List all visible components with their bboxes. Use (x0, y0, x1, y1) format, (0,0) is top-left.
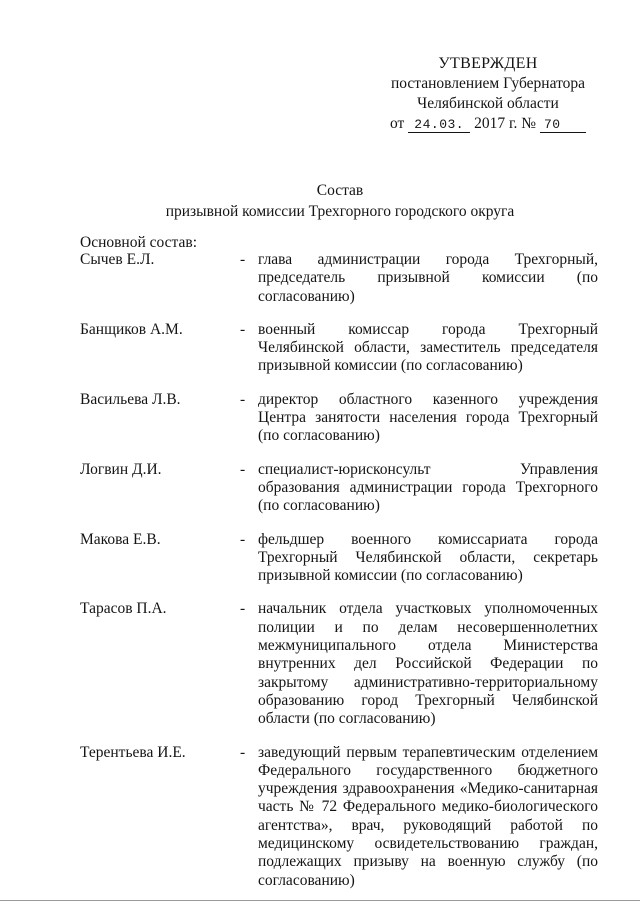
member-name: Логвин Д.И. (80, 460, 162, 478)
section-label: Основной состав: (80, 234, 198, 251)
approval-date-value: 24.03. (408, 117, 470, 133)
member-name: Терентьева И.Е. (80, 743, 186, 761)
member-description: начальник отдела участковых уполномоченных полиции и по делам несовершеннолетних межмуниципального отдела Министерства внутренних дел Российской Федерации по закрытому административно-территориальному образованию город Трехгорный Челябинской области (по согласованию) (258, 600, 598, 728)
member-name: Сычев Е.Л. (80, 251, 155, 268)
scan-edge-line (0, 900, 640, 901)
approval-date-prefix: от (390, 115, 405, 132)
member-description: заведующий первым терапевтическим отделением Федерального государственного бюджетного учреждения здравоохранения «Медико-санитарная часть № 72 Федерального медико-биологического агентства», врач, руководящий работой по медицинскому освидетельствованию граждан, подлежащих призыву на военную службу (по согласованию) (258, 743, 598, 889)
list-item (80, 531, 600, 586)
member-description: фельдшер военного комиссариата города Трехгорный Челябинской области, секретарь призывной комиссии (по согласованию) (258, 530, 598, 585)
document-title-line-2: призывной комиссии Трехгорного городского округа (165, 203, 515, 220)
approval-title: УТВЕРЖДЕН (438, 55, 538, 72)
member-name: Васильева Л.В. (80, 390, 181, 408)
member-dash: - (240, 251, 246, 268)
member-dash: - (240, 460, 246, 478)
member-dash: - (240, 600, 246, 618)
member-dash: - (240, 320, 246, 338)
member-dash: - (240, 530, 246, 548)
member-name: Макова Е.В. (80, 530, 161, 548)
document-title (80, 180, 600, 222)
member-dash: - (240, 743, 246, 761)
list-item (80, 251, 600, 306)
member-description: военный комиссар города Трехгорный Челябинской области, заместитель председателя призывной комиссии (по согласованию) (258, 320, 598, 375)
list-item (80, 600, 600, 728)
list-item (80, 461, 600, 516)
list-item (80, 744, 600, 890)
approval-line-2: Челябинской области (417, 95, 559, 112)
member-description: специалист-юрисконсульт Управления образования администрации города Трехгорного (по согласованию) (258, 460, 598, 515)
list-item (80, 321, 600, 376)
approval-date-line (388, 114, 588, 134)
approval-year-text: 2017 г. № (474, 115, 537, 132)
list-item (80, 391, 600, 446)
approval-stamp (388, 54, 588, 134)
member-name: Банщиков А.М. (80, 320, 183, 338)
member-description: директор областного казенного учреждения Центра занятости населения города Трехгорный (по согласованию) (258, 390, 598, 445)
member-description: глава администрации города Трехгорный, председатель призывной комиссии (по согласованию) (258, 251, 598, 305)
member-dash: - (240, 390, 246, 408)
members-list (80, 251, 600, 890)
approval-number-value: 70 (540, 117, 586, 133)
document-title-line-1: Состав (316, 182, 364, 199)
approval-line-1: постановлением Губернатора (390, 75, 586, 92)
member-name: Тарасов П.А. (80, 600, 167, 618)
